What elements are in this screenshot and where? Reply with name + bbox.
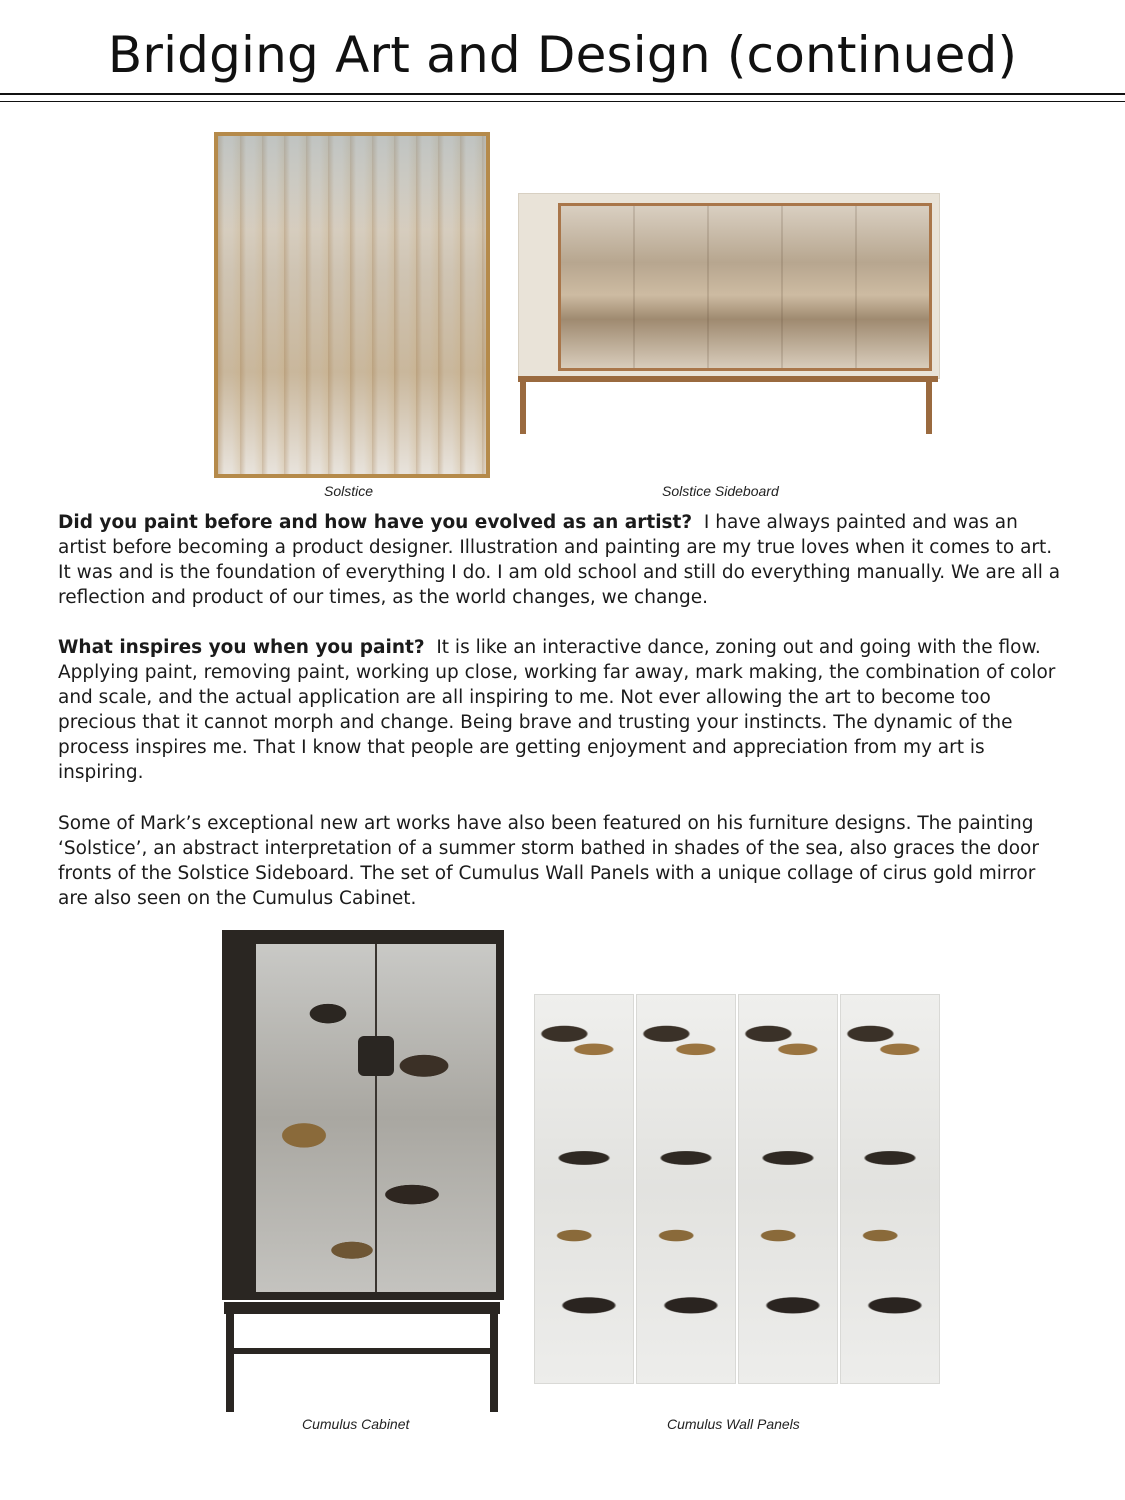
paragraph-1-answer: I have always painted and was an artist before becoming a product designer. Illustration and painting are my true loves when it comes to art. It was and is the foundation of everything I do. I am old school and still do everything manually. We are all a reflection and product of our times, as the world changes, we change.	[58, 512, 1061, 608]
cabinet-leg	[490, 1302, 498, 1412]
cabinet-stand-apron	[224, 1302, 500, 1314]
title-rule-bottom	[0, 101, 1125, 102]
painting-canvas	[218, 136, 486, 474]
sideboard-doors	[558, 203, 932, 371]
paragraph-2-answer: It is like an interactive dance, zoning out and going with the flow. Applying paint, removing paint, working up close, working far away, mark making, the combination of color and scale, and the actual application are all inspiring to me. Not ever allowing the art to become too precious that it cannot morph and change. Being brave and trusting your instincts. The dynamic of the process inspires me. That I know that people are getting enjoyment and appreciation from my art is inspiring.	[58, 637, 1056, 783]
solstice-sideboard-image	[512, 190, 944, 440]
solstice-sideboard-caption: Solstice Sideboard	[662, 483, 779, 499]
paragraph-1-question: Did you paint before and how have you evolved as an artist?	[58, 512, 693, 533]
paragraph-3	[58, 811, 1070, 911]
wall-panel	[840, 994, 940, 1384]
sideboard-leg	[520, 376, 526, 434]
title-rule-top	[0, 93, 1125, 95]
wall-panel	[738, 994, 838, 1384]
cabinet-stretcher	[232, 1348, 492, 1354]
cabinet-door-split	[375, 944, 377, 1292]
cumulus-cabinet-image	[222, 930, 504, 1415]
sideboard-leg	[926, 376, 932, 434]
cumulus-wall-panels-image	[534, 994, 940, 1382]
cumulus-wall-panels-caption: Cumulus Wall Panels	[667, 1416, 800, 1432]
solstice-caption: Solstice	[324, 483, 374, 499]
solstice-painting-image	[214, 132, 490, 478]
cabinet-leg	[226, 1302, 234, 1412]
paragraph-2	[58, 635, 1070, 785]
wall-panel	[636, 994, 736, 1384]
cabinet-pull	[358, 1036, 394, 1076]
page-title: Bridging Art and Design (continued)	[107, 26, 1018, 84]
wall-panel	[534, 994, 634, 1384]
cumulus-cabinet-caption: Cumulus Cabinet	[302, 1416, 410, 1432]
paragraph-2-question: What inspires you when you paint?	[58, 637, 425, 658]
sideboard-base-rail	[518, 376, 938, 382]
paragraph-3-text: Some of Mark’s exceptional new art works have also been featured on his furniture designs. The painting ‘Solstice’, an abstract interpretation of a summer storm bathed in shades of the sea, also graces the door fronts of the Solstice Sideboard. The set of Cumulus Wall Panels with a unique collage of cirus gold mirror are also seen on the Cumulus Cabinet.	[58, 813, 1039, 909]
paragraph-1	[58, 510, 1070, 610]
